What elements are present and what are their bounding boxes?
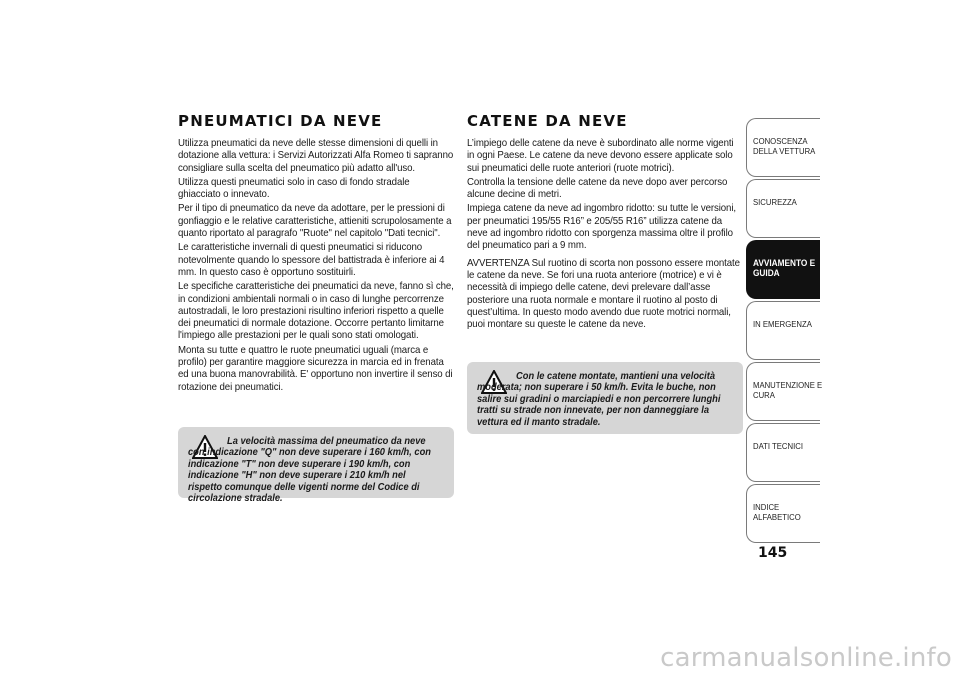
tab-manutenzione-e-cura[interactable] — [746, 362, 823, 421]
tab-label: DATI TECNICI — [753, 441, 803, 451]
snow-tyres-heading: PNEUMATICI DA NEVE — [178, 112, 383, 130]
tab-avviamento-e-guida[interactable] — [746, 240, 820, 299]
snow-tyres-paragraph: Utilizza questi pneumatici solo in caso di fondo stradale ghiacciato o innevato. — [178, 176, 410, 201]
tab-label: IN EMERGENZA — [753, 319, 812, 329]
tab-conoscenza-della-vettura[interactable] — [746, 118, 820, 177]
tab-label: MANUTENZIONE E CURA — [753, 380, 823, 400]
chapter-tabs — [746, 118, 823, 545]
snow-chains-paragraph: Impiega catene da neve ad ingombro ridotto: su tutte le versioni, per pneumatici 195/55 R16” e 205/55 R16” utilizza catene da neve ad ingombro ridotto con sporgenza massima oltre il profilo del pneumatico pari a 9 mm. — [467, 203, 736, 252]
tab-sicurezza[interactable] — [746, 179, 820, 238]
snow-tyres-warning-box — [178, 427, 454, 505]
snow-tyres-paragraph: Per il tipo di pneumatico da neve da adottare, per le pressioni di gonfiaggio e le relative caratteristiche, attieniti scrupolosamente a quanto riportato al paragrafo "Ruote" nel capitolo "Dati tecnici". — [178, 203, 452, 240]
snow-chains-heading: CATENE DA NEVE — [467, 112, 628, 130]
snow-tyres-paragraph: Le specifiche caratteristiche dei pneumatici da neve, fanno sì che, in condizioni ambientali normali o in caso di lunghe percorrenze autostradali, le loro prestazioni risultino inferiori rispetto a quelle dei pneumatici di normale dotazione. Occorre pertanto limitarne l'impiego alle prestazioni per le quali sono stati omologati. — [178, 281, 454, 342]
snow-chains-paragraph: Controlla la tensione delle catene da neve dopo aver percorso alcune decine di metri. — [467, 176, 728, 201]
snow-tyres-paragraph: Monta su tutte e quattro le ruote pneumatici uguali (marca e profilo) per garantire maggiore sicurezza in marcia ed in frenata ed una buona manovrabilità. E' opportuno non invertire il senso di rotazione dei pneumatici. — [178, 344, 453, 393]
snow-chains-section — [467, 112, 743, 333]
tab-label: SICUREZZA — [753, 197, 797, 207]
tab-in-emergenza[interactable] — [746, 301, 820, 360]
tab-indice-alfabetico[interactable] — [746, 484, 820, 543]
tab-label: AVVIAMENTO E GUIDA — [753, 258, 816, 278]
snow-tyres-paragraph: Le caratteristiche invernali di questi pneumatici si riducono notevolmente quando lo spessore del battistrada è inferiore ai 4 mm. In questo caso è opportuno sostituirli. — [178, 242, 445, 278]
snow-chains-notice: AVVERTENZA Sul ruotino di scorta non possono essere montate le catene da neve. Se fori una ruota anteriore (motrice) e vi è necessità di impiego delle catene, devi prelevare dall’asse posteriore una ruota normale e montare il ruotino al posto di quest’ultima. In questo modo avendo due ruote motrici normali, puoi montare su queste le catene da neve. — [467, 257, 740, 331]
snow-chains-paragraph: L’impiego delle catene da neve è subordinato alle norme vigenti in ogni Paese. Le catene da neve devono essere applicate solo sui pneumatici delle ruote anteriori (ruote motrici). — [467, 138, 734, 174]
watermark: carmanualsonline.info — [660, 643, 952, 673]
snow-chains-warning-text: Con le catene montate, mantieni una velocità moderata; non superare i 50 km/h. Evita le buche, non salire sui gradini o marciapiedi e non percorrere lunghi tratti su strade non innevate, per non danneggiare la vettura ed il manto stradale. — [477, 371, 721, 428]
page-number: 145 — [758, 545, 788, 561]
snow-tyres-warning-text: La velocità massima del pneumatico da neve con indicazione "Q" non deve superare i 160 km/h, con indicazione "T" non deve superare i 190 km/h, con indicazione "H" non deve superare i 210 km/h nel rispetto comunque delle vigenti norme del Codice di circolazione stradale. — [188, 436, 431, 505]
snow-chains-warning-box — [467, 362, 743, 434]
snow-tyres-paragraph: Utilizza pneumatici da neve delle stesse dimensioni di quelli in dotazione alla vettura: i Servizi Autorizzati Alfa Romeo ti sapranno consigliare sulla scelta del pneumatico più adatto all'uso. — [178, 138, 454, 174]
snow-tyres-section — [178, 112, 454, 396]
tab-label: CONOSCENZA DELLA VETTURA — [753, 136, 816, 156]
tab-dati-tecnici[interactable] — [746, 423, 820, 482]
tab-label: INDICE ALFABETICO — [753, 502, 801, 522]
